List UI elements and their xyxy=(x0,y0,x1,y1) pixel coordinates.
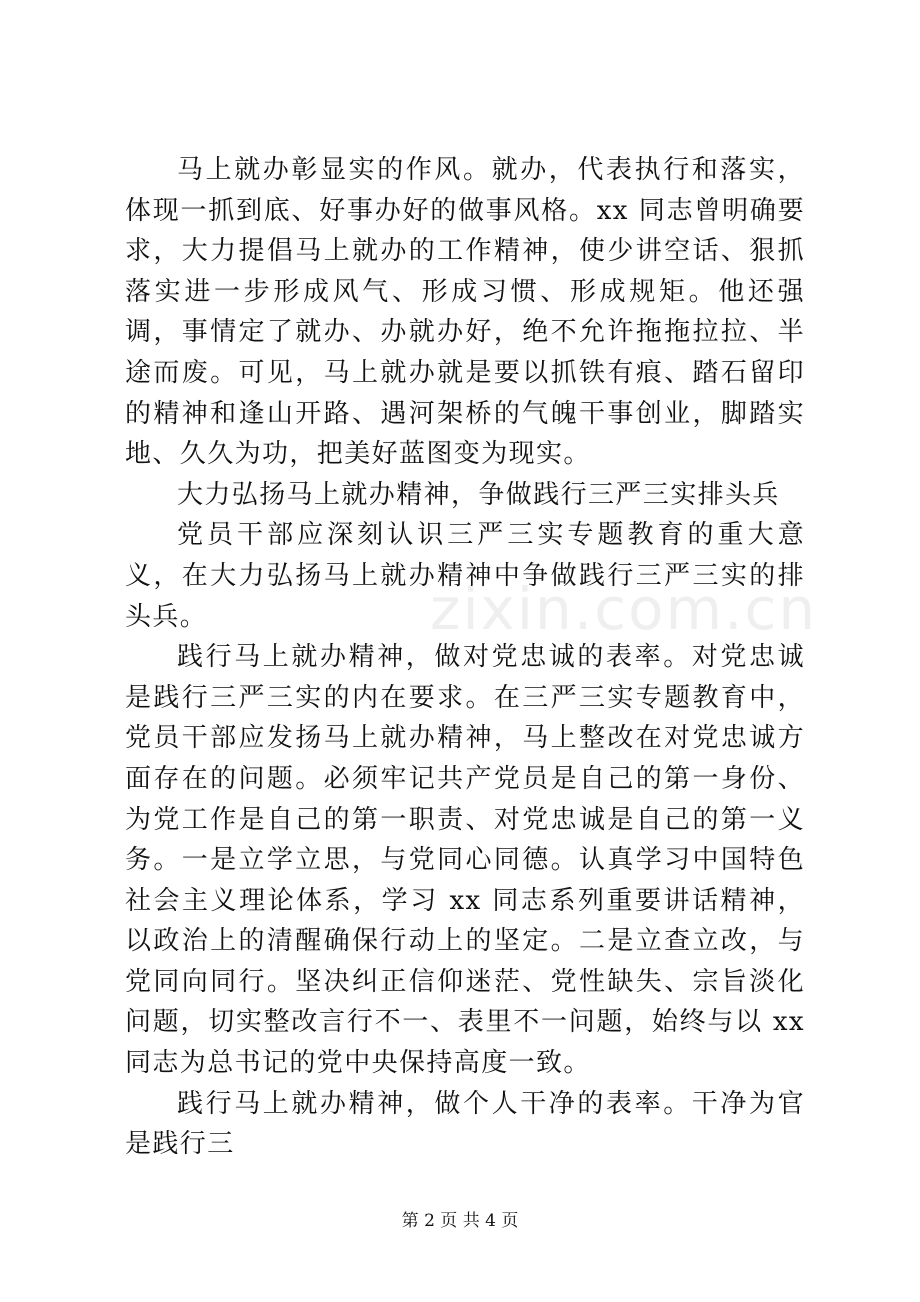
watermark: zixin.com.cn xyxy=(430,575,818,643)
document-body xyxy=(125,150,805,1165)
paragraph-4: 践行马上就办精神，做个人干净的表率。干净为官是践行三 xyxy=(125,1088,805,1160)
paragraph-3: 践行马上就办精神，做对党忠诚的表率。对党忠诚是践行三严三实的内在要求。在三严三实专题教育中，党员干部应发扬马上就办精神，马上整改在对党忠诚方面存在的问题。必须牢记共产党员是自己的第一身份、为党工作是自己的第一职责、对党忠诚是自己的第一义务。一是立学立思，与党同心同德。认真学习中国特色社会主义理论体系，学习 xx 同志系列重要讲话精神，以政治上的清醒确保行动上的坚定。二是立查立改，与党同向同行。坚决纠正信仰迷茫、党性缺失、宗旨淡化问题，切实整改言行不一、表里不一问题，始终与以 xx 同志为总书记的党中央保持高度一致。 xyxy=(125,642,805,1079)
section-heading: 大力弘扬马上就办精神，争做践行三严三实排头兵 xyxy=(177,479,780,510)
page-footer: 第 2 页 共 4 页 xyxy=(401,1211,519,1231)
paragraph-1: 马上就办彰显实的作风。就办，代表执行和落实，体现一抓到底、好事办好的做事风格。xx 同志曾明确要求，大力提倡马上就办的工作精神，使少讲空话、狠抓落实进一步形成风气、形成习惯、形成规矩。他还强调，事情定了就办、办就办好，绝不允许拖拖拉拉、半途而废。可见，马上就办就是要以抓铁有痕、踏石留印的精神和逢山开路、遇河架桥的气魄干事创业，脚踏实地、久久为功，把美好蓝图变为现实。 xyxy=(125,155,805,470)
paragraph-2: 党员干部应深刻认识三严三实专题教育的重大意义，在大力弘扬马上就办精神中争做践行三严三实的排头兵。 xyxy=(125,520,805,632)
